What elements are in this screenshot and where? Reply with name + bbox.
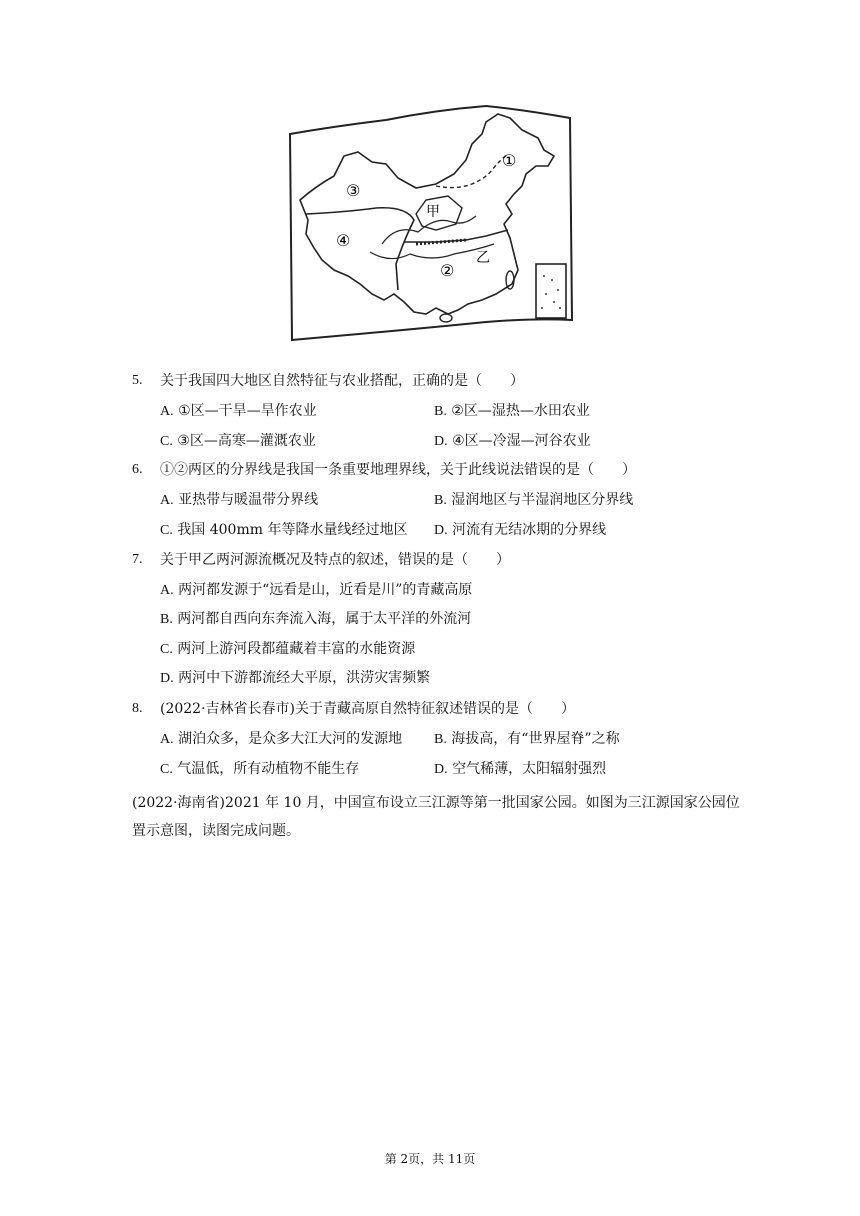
question-stem: 关于甲乙两河源流概况及特点的叙述，错误的是（ ）	[160, 552, 510, 568]
option-text: 亚热带与暖温带分界线	[178, 492, 319, 508]
option-text: ②区—湿热—水田农业	[451, 403, 590, 419]
page-footer: 第 2页，共 11页	[384, 1152, 476, 1166]
option-letter: B.	[434, 493, 447, 508]
option-letter: A.	[160, 583, 174, 598]
question-number: 8.	[132, 701, 143, 716]
option-a	[160, 729, 402, 750]
question-stem: ①②两区的分界线是我国一条重要地理界线，关于此线说法错误的是（ ）	[160, 462, 636, 478]
option-a	[160, 401, 317, 422]
option-letter: D.	[434, 762, 448, 777]
option-letter: A.	[160, 493, 174, 508]
option-d	[160, 668, 430, 689]
map-label-jia: 甲	[426, 204, 440, 220]
option-letter: C.	[160, 523, 173, 538]
option-c	[160, 639, 415, 660]
option-text: ③区—高寒—灌溉农业	[177, 433, 316, 449]
option-text: 湿润地区与半湿润地区分界线	[451, 492, 634, 508]
option-d	[434, 431, 591, 452]
option-c	[160, 759, 359, 780]
option-b	[160, 609, 471, 630]
option-b	[434, 729, 620, 750]
option-text: 两河都自西向东奔流入海，属于太平洋的外流河	[177, 611, 472, 627]
option-text: 两河中下游都流经大平原，洪涝灾害频繁	[178, 670, 431, 686]
map-label-yi: 乙	[476, 250, 490, 266]
option-letter: C.	[160, 762, 173, 777]
option-text: ④区—冷湿—河谷农业	[452, 433, 591, 449]
map-label-region-3: ③	[346, 181, 361, 200]
option-c	[160, 520, 407, 541]
option-letter: B.	[434, 732, 447, 747]
option-a	[160, 490, 318, 511]
option-text: 空气稀薄，太阳辐射强烈	[452, 761, 607, 777]
south-china-sea-inset	[536, 264, 566, 318]
question-number: 5.	[132, 373, 143, 388]
map-label-region-1: ①	[502, 151, 517, 170]
option-text: ①区—干旱—旱作农业	[178, 403, 317, 419]
map-label-region-2: ②	[440, 261, 455, 280]
intro-paragraph: (2022·海南省)2021 年 10 月，中国宣布设立三江源等第一批国家公园。如图为三江源国家公园位置示意图，读图完成问题。	[132, 795, 740, 839]
option-letter: D.	[434, 434, 448, 449]
option-letter: A.	[160, 732, 174, 747]
map-label-region-4: ④	[336, 231, 351, 250]
option-letter: C.	[160, 642, 173, 657]
option-letter: D.	[434, 523, 448, 538]
option-c	[160, 431, 316, 452]
china-region-map	[286, 104, 576, 346]
option-text: 我国 400mm 年等降水量线经过地区	[177, 522, 408, 538]
option-a	[160, 580, 472, 601]
option-letter: D.	[160, 671, 174, 686]
question-stem: (2022·吉林省长春市)关于青藏高原自然特征叙述错误的是（ ）	[160, 701, 576, 717]
option-text: 海拔高，有“世界屋脊”之称	[451, 731, 620, 747]
option-text: 湖泊众多，是众多大江大河的发源地	[178, 731, 403, 747]
option-letter: C.	[160, 434, 173, 449]
option-b	[434, 490, 633, 511]
option-letter: B.	[160, 612, 173, 627]
option-d	[434, 520, 606, 541]
option-text: 气温低，所有动植物不能生存	[177, 761, 360, 777]
question-stem: 关于我国四大地区自然特征与农业搭配，正确的是（ ）	[160, 373, 524, 389]
option-text: 两河都发源于“远看是山，近看是川”的青藏高原	[178, 582, 473, 598]
option-letter: A.	[160, 404, 174, 419]
china-region-map-svg	[286, 104, 576, 346]
question-number: 7.	[132, 552, 143, 567]
option-b	[434, 401, 590, 422]
option-letter: B.	[434, 404, 447, 419]
option-text: 河流有无结冰期的分界线	[452, 522, 607, 538]
question-number: 6.	[132, 462, 143, 477]
option-d	[434, 759, 606, 780]
option-text: 两河上游河段都蕴藏着丰富的水能资源	[177, 641, 416, 657]
